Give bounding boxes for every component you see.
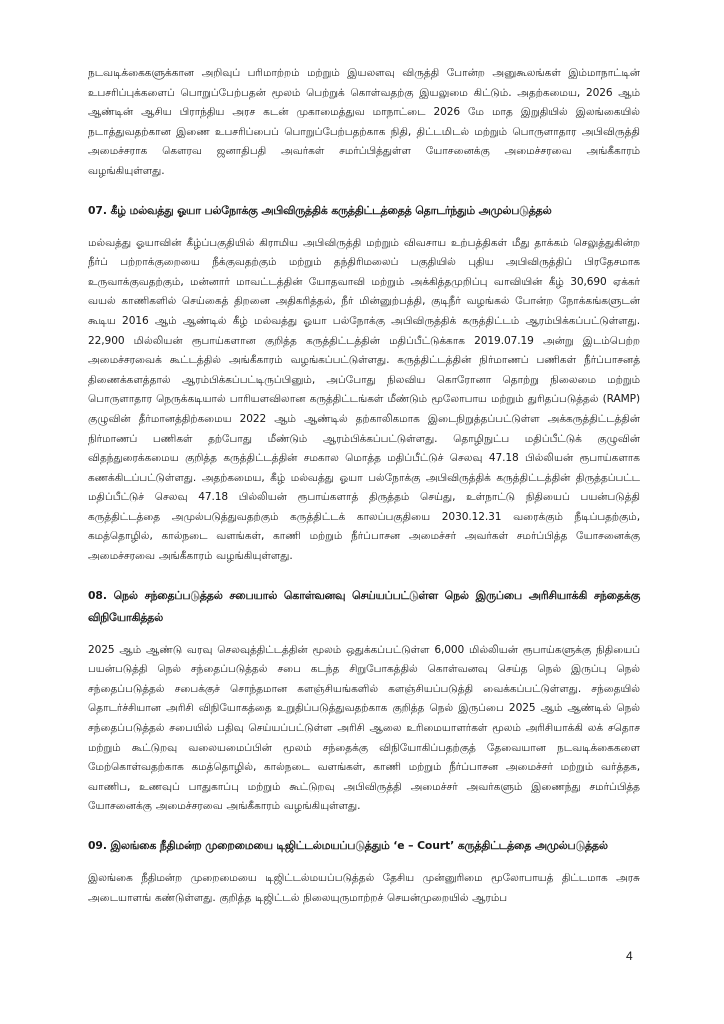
section-body: மல்வத்து ஓயாவின் கீழ்ப்பகுதியில் கிராமிய அபிவிருத்தி மற்றும் விவசாய உற்பத்திகள் மீது தாக்கம் செலுத்துகின்ற நீர்ப் பற்றாக்குறையை நீக்குவதற்கும் மற்றும் தந்திரிமலைப் பகுதியில் புதிய அபிவிருத்திப் பிரதேசமாக உருவாக்குவதற்கும், மன்னார் மாவட்டத்தின் யோதவாவி மற்றும் அக்கித்தமுறிப்பு வாவியின் கீழ் 30,690 ஏக்கர் வயல் காணிகளில் செய்கைத் திறனை அதிகரித்தல், நீர் மின்னுற்பத்தி, குடிநீர் வழங்கல் போன்ற நோக்கங்களுடன் கூடிய 2016 ஆம் ஆண்டில் கீழ் மல்வத்து ஓயா பல்நோக்கு அபிவிருத்திக் கருத்திட்டம் ஆரம்பிக்கப்பட்டுள்ளது. 22,900 மில்லியன் ரூபாய்களான குறித்த கருத்திட்டத்தின் மதிப்பீட்டுக்காக 2019.07.19 அன்று இடம்பெற்ற அமைச்சரவைக் கூட்டத்தில் அங்கீகாரம் வழங்கப்பட்டுள்ளது. கருத்திட்டத்தின் நிர்மாணப் பணிகள் நீர்ப்பாசனத் திணைக்களத்தால் ஆரம்பிக்கப்பட்டிருப்பினும், அப்போது நிலவிய கொரோனா தொற்று நிலைமை மற்றும் பொருளாதார நெருக்கடியால் பாரியளவிலான கருத்திட்டங்கள் மீண்டும் மூலோபாய மற்றும் துரிதப்படுத்தல் (RAMP) குழுவின் தீர்மானத்திற்கமைய 2022 ஆம் ஆண்டில் தற்காலிகமாக இடைநிறுத்தப்பட்டுள்ள அக்கருத்திட்டத்தின் நிர்மாணப் பணிகள் தற்போது மீண்டும் ஆரம்பிக்கப்பட்டுள்ளது. தொழிநுட்ப மதிப்பீட்டுக் குழுவின் விதந்துரைக்கமைய குறித்த கருத்திட்டத்தின் சமகால மொத்த மதிப்பீட்டுச் செலவு 47.18 பில்லியன் ரூபாய்களாக கணக்கிடப்பட்டுள்ளது. அதற்கமைய, கீழ் மல்வத்து ஓயா பல்நோக்கு அபிவிருத்திக் கருத்திட்டத்தின் திருத்தப்பட்ட மதிப்பீட்டுச் செலவு 47.18 பில்லியன் ரூபாய்களாத் திருத்தம் செய்து, உள்நாட்டு நிதியைப் பயன்படுத்தி கருத்திட்டத்தை அமுல்படுத்துவதற்கும் கருத்திட்டக் காலப்பகுதியை 2030.12.31 வரைக்கும் நீடிப்பதற்கும், கமத்தொழில், கால்நடை வளங்கள், காணி மற்றும் நீர்ப்பாசன அமைச்சர் அவர்கள் சமர்ப்பித்த யோசனைக்கு அமைச்சரவை அங்கீகாரம் வழங்கியுள்ளது. (88, 236, 640, 563)
intro-paragraph: நடவடிக்கைகளுக்கான அறிவுப் பரிமாற்றம் மற்றும் இயலளவு விருத்தி போன்ற அனுகூலங்கள் இம்மாநாட்டின் உபசரிப்புக்களைப் பொறுப்பேற்பதன் மூலம் பெற்றுக் கொள்வதற்கு இயலுமை கிட்டும். அதற்கமைய, 2026 ஆம் ஆண்டின் ஆசிய பிராந்திய அரச கடன் முகாமைத்துவ மாநாட்டை 2026 மே மாத இறுதியில் இலங்கையில் நடாத்துவதற்கான இணை உபசரிப்பைப் பொறுப்பேற்பதற்காக நிதி, திட்டமிடல் மற்றும் பொருளாதார அபிவிருத்தி அமைச்சராக கௌரவ ஜனாதிபதி அவர்கள் சமர்ப்பித்துள்ள யோசனைக்கு அமைச்சரவை அங்கீகாரம் வழங்கியுள்ளது. (88, 67, 640, 177)
spacer (88, 817, 640, 835)
spacer (88, 857, 640, 869)
section-heading: 08. நெல் சந்தைப்படுத்தல் சபையால் கொள்வனவு செய்யப்பட்டுள்ள நெல் இருப்பை அரிசியாக்கி சந்தைக்கு விநியோகித்தல் (88, 588, 640, 624)
section-08 (88, 585, 640, 817)
section-07 (88, 200, 640, 567)
section-heading: 09. இலங்கை நீதிமன்ற முறைமையை டிஜிட்டல்மயப்படுத்தும் ‘e – Court’ கருத்திட்டத்தை அமுல்படுத்தல் (88, 839, 608, 852)
section-heading: 07. கீழ் மல்வத்து ஓயா பல்நோக்கு அபிவிருத்திக் கருத்திட்டத்தைத் தொடர்ந்தும் அமுல்படுத்தல் (88, 203, 552, 217)
document-page (88, 64, 640, 908)
section-body: 2025 ஆம் ஆண்டு வரவு செலவுத்திட்டத்தின் மூலம் ஒதுக்கப்பட்டுள்ள 6,000 மில்லியன் ரூபாய்களுக்கு நிதியைப் பயன்படுத்தி நெல் சந்தைப்படுத்தல் சபை கடந்த சிறுபோகத்தில் கொள்வனவு செய்த நெல் இருப்பு நெல் சந்தைப்படுத்தல் சபைக்குச் சொந்தமான களஞ்சியங்களில் களஞ்சியப்படுத்தி வைக்கப்பட்டுள்ளது. சந்தையில் தொடர்ச்சியான அரிசி விநியோகத்தை உறுதிப்படுத்துவதற்காக குறித்த நெல் இருப்பை 2025 ஆம் ஆண்டில் நெல் சந்தைப்படுத்தல் சபையில் பதிவு செய்யப்பட்டுள்ள அரிசி ஆலை உரிமையாளர்கள் மூலம் அரிசியாக்கி லக் சதொச மற்றும் கூட்டுறவு வலையமைப்பின் மூலம் சந்தைக்கு விநியோகிப்பதற்குத் தேவையான நடவடிக்கைகளை மேற்கொள்வதற்காக கமத்தொழில், கால்நடை வளங்கள், காணி மற்றும் நீர்ப்பாசன அமைச்சர் மற்றும் வர்த்தக, வாணிப, உணவுப் பாதுகாப்பு மற்றும் கூட்டுறவு அபிவிருத்தி அமைச்சர் அவர்களும் இணைந்து சமர்ப்பித்த யோசனைக்கு அமைச்சரவை அங்கீகாரம் வழங்கியுள்ளது. (88, 643, 640, 813)
page-number: 4 (626, 949, 633, 963)
spacer (88, 629, 640, 641)
section-body: இலங்கை நீதிமன்ற முறைமையை டிஜிட்டல்மயப்படுத்தல் தேசிய முன்னுரிமை மூலோபாயத் திட்டமாக அரசு அடையாளங் கண்டுள்ளது. குறித்த டிஜிட்டல் நிலையுருமாற்றச் செயன்முறையில் ஆரம்ப (88, 872, 640, 904)
section-09 (88, 835, 640, 908)
spacer (88, 182, 640, 200)
spacer (88, 222, 640, 234)
spacer (88, 567, 640, 585)
